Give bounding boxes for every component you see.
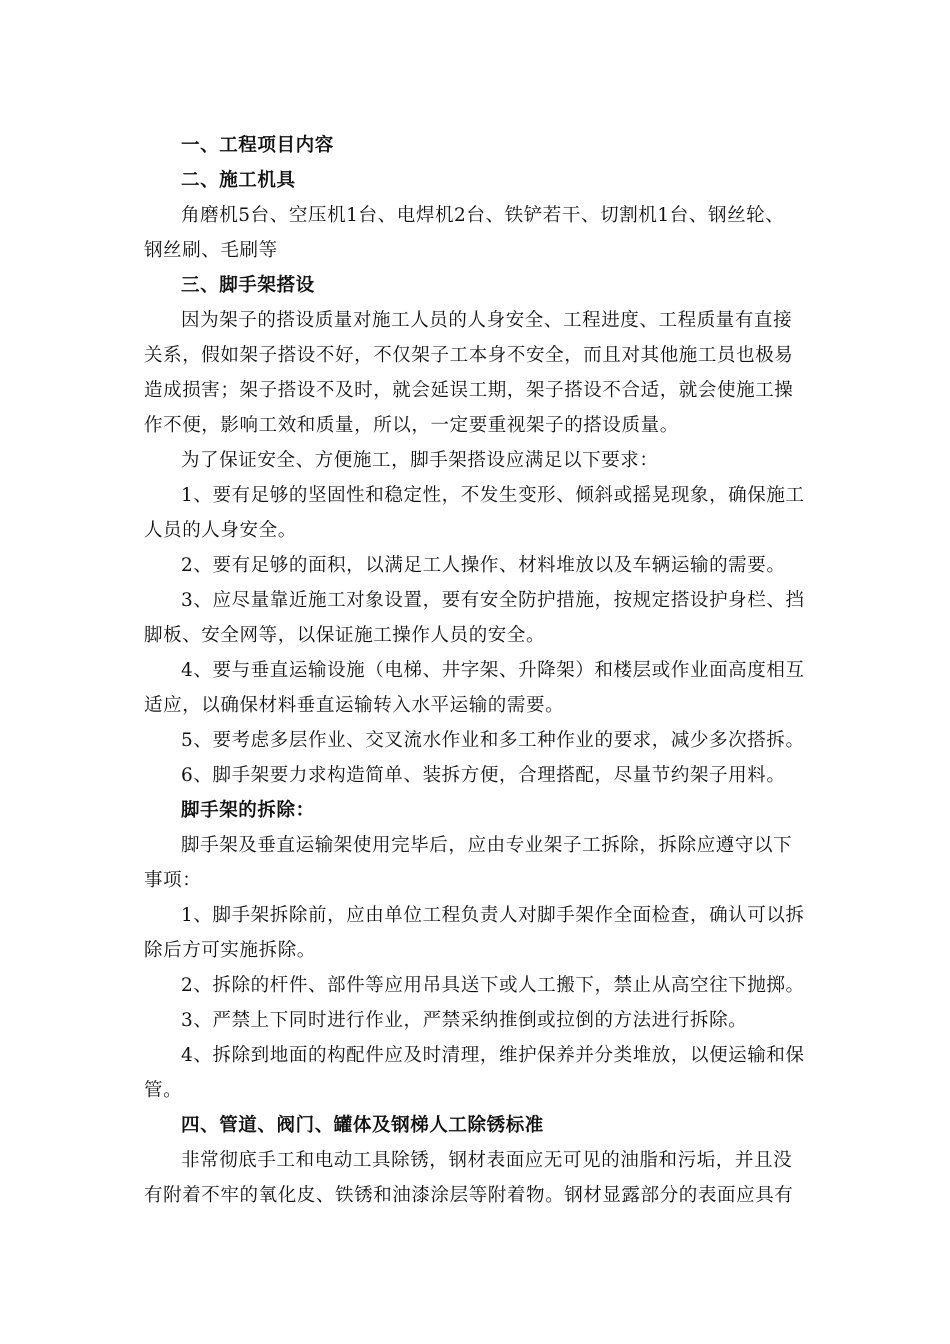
list-item-line: 人员的人身安全。 — [144, 520, 297, 541]
document-body — [144, 128, 808, 1213]
paragraph-line: 角磨机5台、空压机1台、电焊机2台、铁铲若干、切割机1台、钢丝轮、 — [181, 205, 785, 226]
list-item-line: 6、脚手架要力求构造简单、装拆方便，合理搭配，尽量节约架子用料。 — [181, 765, 786, 786]
list-item-line: 1、脚手架拆除前，应由单位工程负责人对脚手架作全面检查，确认可以拆 — [181, 905, 805, 926]
list-item-line: 脚板、安全网等，以保证施工操作人员的安全。 — [144, 625, 546, 646]
list-item-line: 适应，以确保材料垂直运输转入水平运输的需要。 — [144, 695, 565, 716]
paragraph-line: 非常彻底手工和电动工具除锈，钢材表面应无可见的油脂和污垢，并且没 — [181, 1150, 793, 1171]
paragraph-line: 关系，假如架子搭设不好，不仅架子工本身不安全，而且对其他施工员也极易 — [144, 345, 794, 366]
list-item-line: 3、严禁上下同时进行作业，严禁采纳推倒或拉倒的方法进行拆除。 — [181, 1010, 748, 1031]
paragraph-line: 脚手架及垂直运输架使用完毕后，应由专业架子工拆除，拆除应遵守以下 — [181, 835, 793, 856]
paragraph-line: 事项： — [144, 870, 202, 891]
list-item-line: 3、应尽量靠近施工对象设置，要有安全防护措施，按规定搭设护身栏、挡 — [181, 590, 805, 611]
heading-scaffold-removal: 脚手架的拆除： — [181, 800, 315, 821]
paragraph-line: 为了保证安全、方便施工，脚手架搭设应满足以下要求： — [181, 450, 659, 471]
paragraph-line: 有附着不牢的氧化皮、铁锈和油漆涂层等附着物。钢材显露部分的表面应具有 — [144, 1185, 794, 1206]
list-item-line: 2、拆除的杆件、部件等应用吊具送下或人工搬下，禁止从高空往下抛掷。 — [181, 975, 805, 996]
paragraph-line: 造成损害；架子搭设不及时，就会延误工期，架子搭设不合适，就会使施工操 — [144, 380, 794, 401]
paragraph-line: 作不便，影响工效和质量，所以，一定要重视架子的搭设质量。 — [144, 415, 679, 436]
list-item-line: 1、要有足够的坚固性和稳定性，不发生变形、倾斜或摇晃现象，确保施工 — [181, 485, 805, 506]
heading-scaffold-erection: 三、脚手架搭设 — [181, 275, 315, 296]
list-item-line: 管。 — [144, 1080, 183, 1101]
list-item-line: 2、要有足够的面积，以满足工人操作、材料堆放以及车辆运输的需要。 — [181, 555, 786, 576]
heading-rust-removal-standard: 四、管道、阀门、罐体及钢梯人工除锈标准 — [181, 1115, 544, 1136]
list-item-line: 除后方可实施拆除。 — [144, 940, 316, 961]
paragraph-line: 因为架子的搭设质量对施工人员的人身安全、工程进度、工程质量有直接 — [181, 310, 793, 331]
list-item-line: 5、要考虑多层作业、交叉流水作业和多工种作业的要求，减少多次搭拆。 — [181, 730, 805, 751]
heading-construction-equipment: 二、施工机具 — [181, 170, 296, 191]
list-item-line: 4、要与垂直运输设施（电梯、井字架、升降架）和楼层或作业面高度相互 — [181, 660, 805, 681]
list-item-line: 4、拆除到地面的构配件应及时清理，维护保养并分类堆放，以便运输和保 — [181, 1045, 805, 1066]
paragraph-line: 钢丝刷、毛刷等 — [144, 240, 278, 261]
heading-project-content: 一、工程项目内容 — [181, 135, 334, 156]
